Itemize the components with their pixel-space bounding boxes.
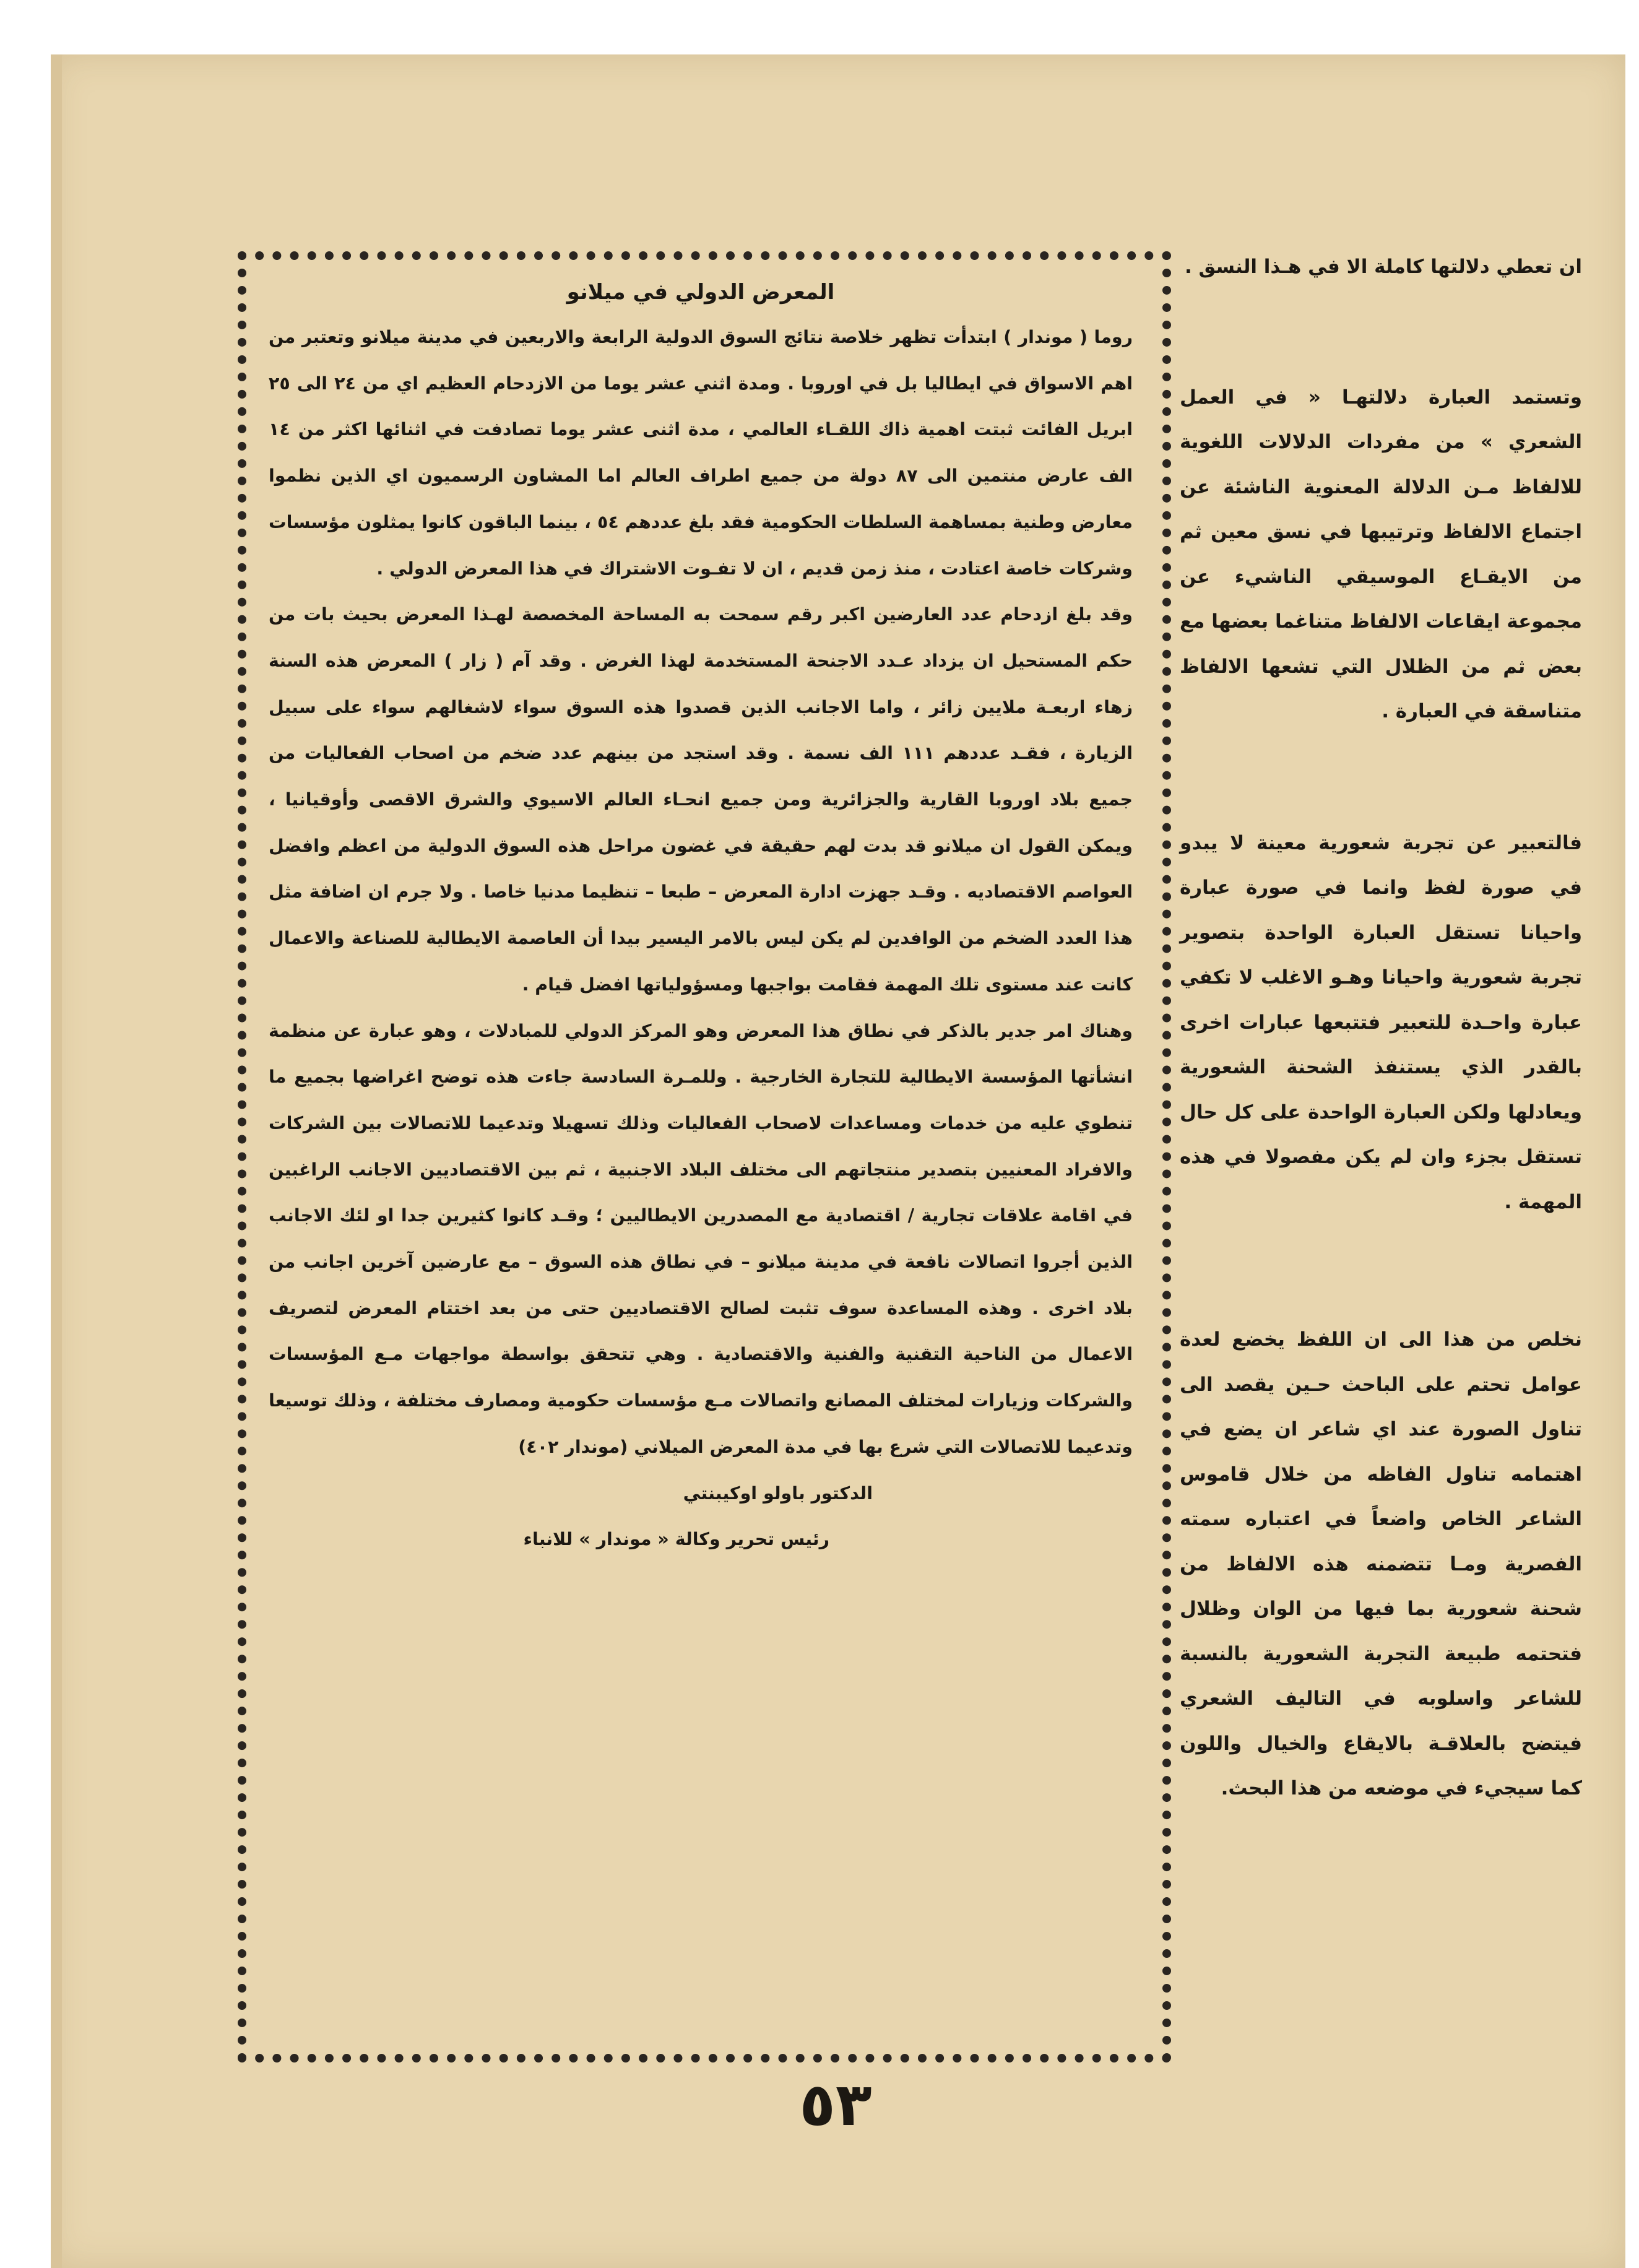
article-box (234, 248, 1167, 2055)
signature-title: رئيس تحرير وكالة « موندار » للانباء (523, 1529, 829, 1550)
article-paragraph-2: وقد بلغ ازدحام عدد العارضين اكبر رقم سمحت به المساحة المخصصة لهـذا المعرض بحيث بات من حكم المستحيل ان يزداد عـدد الاجنحة المستخدمة لهذا الغرض . وقد آم ( زار ) المعرض هذه السنة زهاء اربعـة ملايين زائر ، واما الاجانب الذين قصدوا هذه السوق سواء لاشغالهم سواء على سبيل الزيارة ، فقـد عددهم ١١١ الف نسمة . وقد استجد من بينهم عدد ضخم من اصحاب الفعاليات من جميع بلاد اوروبا القارية والجزائرية ومن جميع انحـاء العالم الاسيوي والشرق الاقصى وأوقيانيا ، ويمكن القول ان ميلانو قد بدت لهم حقيقة في غضون مراحل هذه السوق الدولية من اعظم وافضل العواصم الاقتصاديه . وقـد جهزت ادارة المعرض – طبعا – تنظيما مدنيا خاصا . ولا جرم ان اضافة مثل هذا العدد الضخم من الوافدين لم يكن ليس بالامر اليسير بيدا أن العاصمة الايطالية للصناعة والاعمال كانت عند مستوى تلك المهمة فقامت بواجبها ومسؤولياتها افضل قيام . (269, 604, 1133, 995)
article-content (269, 270, 1133, 2040)
article-paragraph-1: روما ( موندار ) ابتدأت تظهر خلاصة نتائج السوق الدولية الرابعة والاربعين في مدينة ميلانو وتعتبر من اهم الاسواق في ايطاليا بل في اوروبا . ومدة اثني عشر يوما من الازدحام العظيم اي من ٢٤ الى ٢٥ ابريل الفائت ثبتت اهمية ذاك اللقـاء العالمي ، مدة اثنى عشر يوما تصادفت في اثنائها اكثر من ١٤ الف عارض منتمين الى ٨٧ دولة من جميع اطراف العالم اما المشاون الرسميون اي الذين نظموا معارض وطنية بمساهمة السلطات الحكومية فقد بلغ عددهم ٥٤ ، بينما الباقون كانوا يمثلون مؤسسات وشركات خاصة اعتادت ، منذ زمن قديم ، ان لا تفـوت الاشتراك في هذا المعرض الدولي . (269, 327, 1133, 579)
article-title: المعرض الدولي في ميلانو (566, 280, 835, 305)
right-text-column (1180, 245, 1582, 2021)
page-number: ٥٣ (799, 2070, 872, 2139)
right-paragraph-4: نخلص من هذا الى ان اللفظ يخضع لعدة عوامل تحتم على الباحث حـين يقصد الى تناول الصورة عند اي شاعر ان يضع في اهتمامه تناول الفاظه من خلال قاموس الشاعر الخاص واضعاً في اعتباره سمته الفصرية ومـا تتضمنه هذه الالفاظ من شحنة شعورية بما فيها من الوان وظلال فتحتمه طبيعة التجربة الشعورية بالنسبة للشاعر واسلوبه في التاليف الشعري فيتضح بالعلاقـة بالايقاع والخيال واللون كما سيجيء في موضعه من هذا البحث. (1180, 1328, 1582, 1799)
right-paragraph-2: وتستمد العبارة دلالتهـا « في العمل الشعري » من مفردات الدلالات اللغوية للالفاظ مـن الدلالة المعنوية الناشئة عن اجتماع الالفاظ وترتيبها في نسق معين ثم من الايقـاع الموسيقي الناشيء عن مجموعة ايقاعات الالفاظ متناغما بعضها مع بعض ثم من الظلال التي تشعها الالفاظ متناسقة في العبارة . (1180, 386, 1582, 722)
signature-name: الدكتور باولو اوكيبنتي (683, 1482, 873, 1504)
right-paragraph-3: فالتعبير عن تجربة شعورية معينة لا يبدو في صورة لفظ وانما في صورة عبارة واحيانا تستقل العبارة الواحدة بتصوير تجربة شعورية واحيانا وهـو الاغلب لا تكفي عبارة واحـدة للتعبير فتتبعها عبارات اخرى بالقدر الذي يستنفذ الشحنة الشعورية ويعادلها ولكن العبارة الواحدة على كل حال تستقل بجزء وان لم يكن مفصولا في هذه المهمة . (1180, 831, 1582, 1213)
article-paragraph-3: وهناك امر جدير بالذكر في نطاق هذا المعرض وهو المركز الدولي للمبادلات ، وهو عبارة عن منظمة انشأتها المؤسسة الايطالية للتجارة الخارجية . وللمـرة السادسة جاءت هذه توضح اغراضها بجميع ما تنطوي عليه من خدمات ومساعدات لاصحاب الفعاليات وذلك تسهيلا وتدعيما للاتصالات بين الشركات والافراد المعنيين بتصدير منتجاتهم الى مختلف البلاد الاجنبية ، ثم بين الاقتصاديين الاجانب الراغبين في اقامة علاقات تجارية / اقتصادية مع المصدرين الايطاليين ؛ وقـد كانوا كثيرين جدا او لئك الاجانب الذين أجروا اتصالات نافعة في مدينة ميلانو – في نطاق هذه السوق – مع عارضين آخرين اجانب من بلاد اخرى . وهذه المساعدة سوف تثبت لصالح الاقتصاديين حتى من بعد اختتام المعرض لتصريف الاعمال من الناحية التقنية والفنية والاقتصادية . وهي تتحقق بواسطة مواجهات مـع المؤسسات والشركات وزيارات لمختلف المصانع واتصالات مـع مؤسسات حكومية ومصارف مختلفة ، وذلك توسيعا وتدعيما للاتصالات التي شرع بها في مدة المعرض الميلاني (موندار ٤٠٢) (269, 1020, 1133, 1457)
right-paragraph-1: ان تعطي دلالتها كاملة الا في هـذا النسق . (1184, 256, 1582, 278)
paper-edge (51, 54, 62, 2268)
